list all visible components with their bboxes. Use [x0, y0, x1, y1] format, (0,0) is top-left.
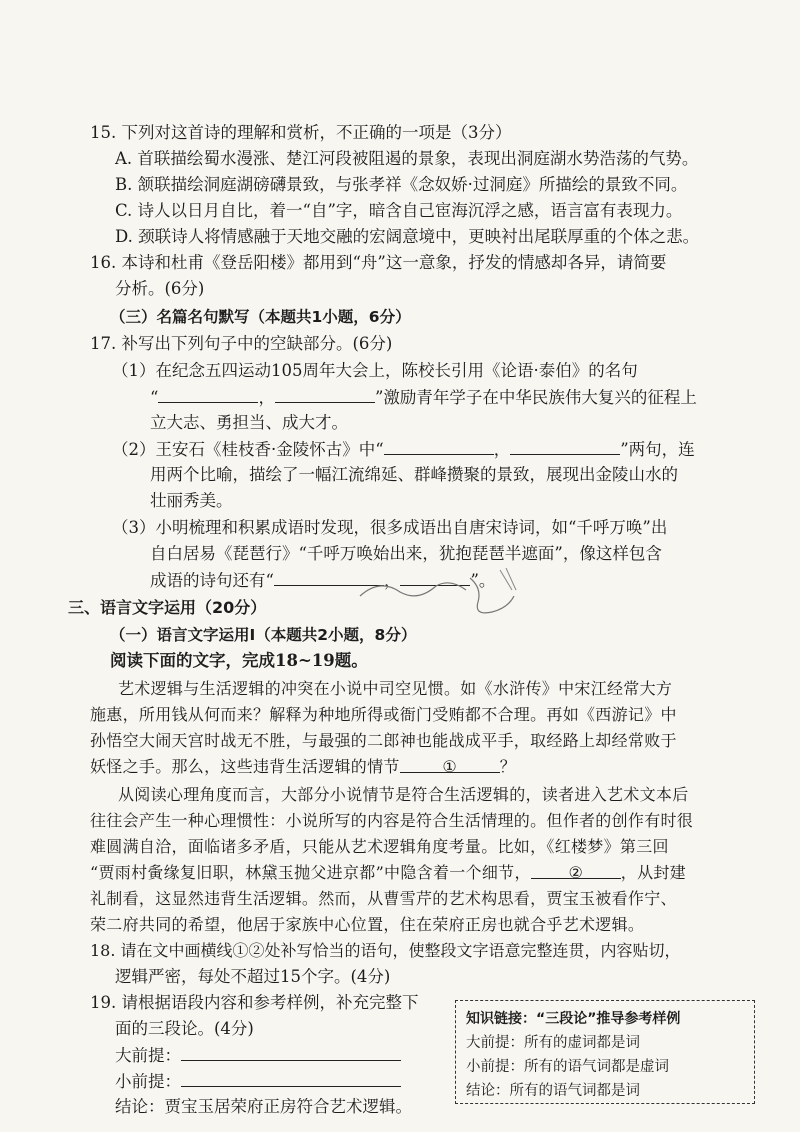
q16-line2: 分析。(6分) — [115, 279, 205, 298]
answer-blank[interactable] — [274, 569, 384, 586]
passage-line: 难圆满自洽，面临诸多矛盾，只能从艺术逻辑角度考量。比如，《红楼梦》第三回 — [90, 837, 669, 856]
knowledge-box-title: 知识链接：“三段论”推导参考样例 — [466, 1011, 681, 1027]
q15-stem: 15. 下列对这首诗的理解和赏析，不正确的一项是（3分） — [90, 123, 512, 142]
section-language-heading: 三、语言文字运用（20分） — [68, 598, 267, 617]
section-famous-quotes-heading: （三）名篇名句默写（本题共1小题，6分） — [110, 308, 411, 326]
passage-line: 荣二府共同的希望，他居于家族中心位置，住在荣府正房也就合乎艺术逻辑。 — [90, 915, 645, 934]
answer-blank-2[interactable]: ② — [531, 862, 621, 879]
answer-blank-1[interactable]: ① — [400, 756, 500, 773]
q18-line1: 18. 请在文中画横线①②处补写恰当的语句，使整段文字语意完整连贯，内容贴切， — [90, 941, 681, 960]
item2-text: （2）王安石《桂枝香·金陵怀古》中“ — [112, 440, 384, 459]
q15-option-a: A. 首联描绘蜀水漫涨、楚江河段被阻遏的景象，表现出洞庭湖水势浩荡的气势。 — [115, 149, 699, 168]
answer-blank[interactable] — [510, 438, 620, 455]
q17-item3-line1: （3）小明梳理和积累成语时发现，很多成语出自唐宋诗词，如“千呼万唤”出 — [112, 518, 668, 537]
minor-premise-label: 小前提： — [115, 1072, 181, 1091]
q19-major-premise — [115, 1044, 401, 1067]
q17-item2-line2: 用两个比喻，描绘了一幅江流绵延、群峰攒聚的景致，展现出金陵山水的 — [150, 465, 678, 484]
answer-blank[interactable] — [158, 386, 258, 403]
passage-line: 孙悟空大闹天宫时战无不胜，与最强的二郎神也能战成平手，取经路上却经常败于 — [90, 731, 677, 750]
knowledge-box-major: 大前提：所有的虚词都是词 — [466, 1035, 640, 1051]
reading-instruction: 阅读下面的文字，完成18~19题。 — [110, 651, 368, 670]
item3-text: 成语的诗句还有“ — [150, 571, 274, 590]
q19-minor-premise — [115, 1070, 401, 1093]
open-quote: “ — [150, 388, 159, 407]
q17-item3-line2: 自白居易《琵琶行》“千呼万唤始出来，犹抱琵琶半遮面”，像这样包含 — [150, 544, 662, 563]
comma: ， — [383, 571, 401, 590]
q16-line1: 16. 本诗和杜甫《登岳阳楼》都用到“舟”这一意象，抒发的情感却各异，请简要 — [90, 253, 667, 272]
q18-line2: 逻辑严密，每处不超过15个字。(4分) — [115, 967, 391, 986]
passage-line: 礼制看，这显然违背生活逻辑。然而，从曹雪芹的艺术构思看，贾宝玉被看作宁、 — [90, 889, 677, 908]
q15-option-c: C. 诗人以日月自比，着一“自”字，暗含自己宦海沉浮之感，语言富有表现力。 — [115, 201, 683, 220]
major-premise-blank[interactable] — [181, 1044, 401, 1061]
passage-line — [90, 756, 516, 778]
item2-text-rest: ”两句，连 — [620, 440, 695, 459]
knowledge-link-box — [455, 1000, 755, 1104]
q17-item3-line3 — [150, 569, 495, 592]
q19-conclusion: 结论：贾宝玉居荣府正房符合艺术逻辑。 — [115, 1097, 412, 1116]
answer-blank[interactable] — [384, 438, 494, 455]
item3-end: ”。 — [470, 571, 496, 590]
q15-option-d: D. 颈联诗人将情感融于天地交融的宏阔意境中，更映衬出尾联厚重的个体之悲。 — [115, 227, 700, 246]
q15-option-b: B. 颔联描绘洞庭湖磅礴景致，与张孝祥《念奴娇·过洞庭》所描绘的景致不同。 — [115, 175, 688, 194]
section-language-1-heading: （一）语言文字运用Ⅰ（本题共2小题，8分） — [110, 626, 417, 644]
question-mark: ？ — [499, 757, 517, 776]
q17-item1-line3: 立大志、勇担当、成大才。 — [150, 413, 348, 432]
passage-line — [90, 862, 686, 884]
q19-line1: 19. 请根据语段内容和参考样例，补充完整下 — [90, 993, 419, 1012]
q17-stem: 17. 补写出下列句子中的空缺部分。(6分) — [90, 334, 393, 353]
item1-text: ”激励青年学子在中华民族伟大复兴的征程上 — [374, 388, 697, 407]
q17-item1-line2 — [150, 386, 697, 409]
q17-item2-line1 — [112, 438, 695, 461]
answer-blank[interactable] — [400, 569, 470, 586]
passage-line: 施惠，所用钱从何而来？解释为种地所得或衙门受贿都不合理。再如《西游记》中 — [90, 705, 677, 724]
q19-line2: 面的三段论。(4分) — [115, 1019, 254, 1038]
comma: ， — [493, 440, 511, 459]
passage-text: ，从封建 — [620, 863, 686, 882]
minor-premise-blank[interactable] — [181, 1070, 401, 1087]
q17-item2-line3: 壮丽秀美。 — [150, 491, 233, 510]
passage-text: 妖怪之手。那么，这些违背生活逻辑的情节 — [90, 757, 400, 776]
passage-line: 从阅读心理角度而言，大部分小说情节是符合生活逻辑的，读者进入艺术文本后 — [118, 785, 689, 804]
knowledge-box-conclusion: 结论：所有的语气词都是词 — [466, 1083, 640, 1099]
comma: ， — [258, 388, 275, 407]
knowledge-box-minor: 小前提：所有的语气词都是虚词 — [466, 1059, 669, 1075]
q17-item1-line1: （1）在纪念五四运动105周年大会上，陈校长引用《论语·泰伯》的名句 — [112, 361, 638, 380]
passage-line: 往往会产生一种心理惯性：小说所写的内容是符合生活情理的。但作者的创作有时很 — [90, 811, 694, 830]
major-premise-label: 大前提： — [115, 1046, 181, 1065]
passage-line: 艺术逻辑与生活逻辑的冲突在小说中司空见惯。如《水浒传》中宋江经常大方 — [118, 679, 673, 698]
answer-blank[interactable] — [275, 386, 375, 403]
passage-text: “贾雨村夤缘复旧职，林黛玉抛父进京都”中隐含着一个细节， — [90, 863, 531, 882]
